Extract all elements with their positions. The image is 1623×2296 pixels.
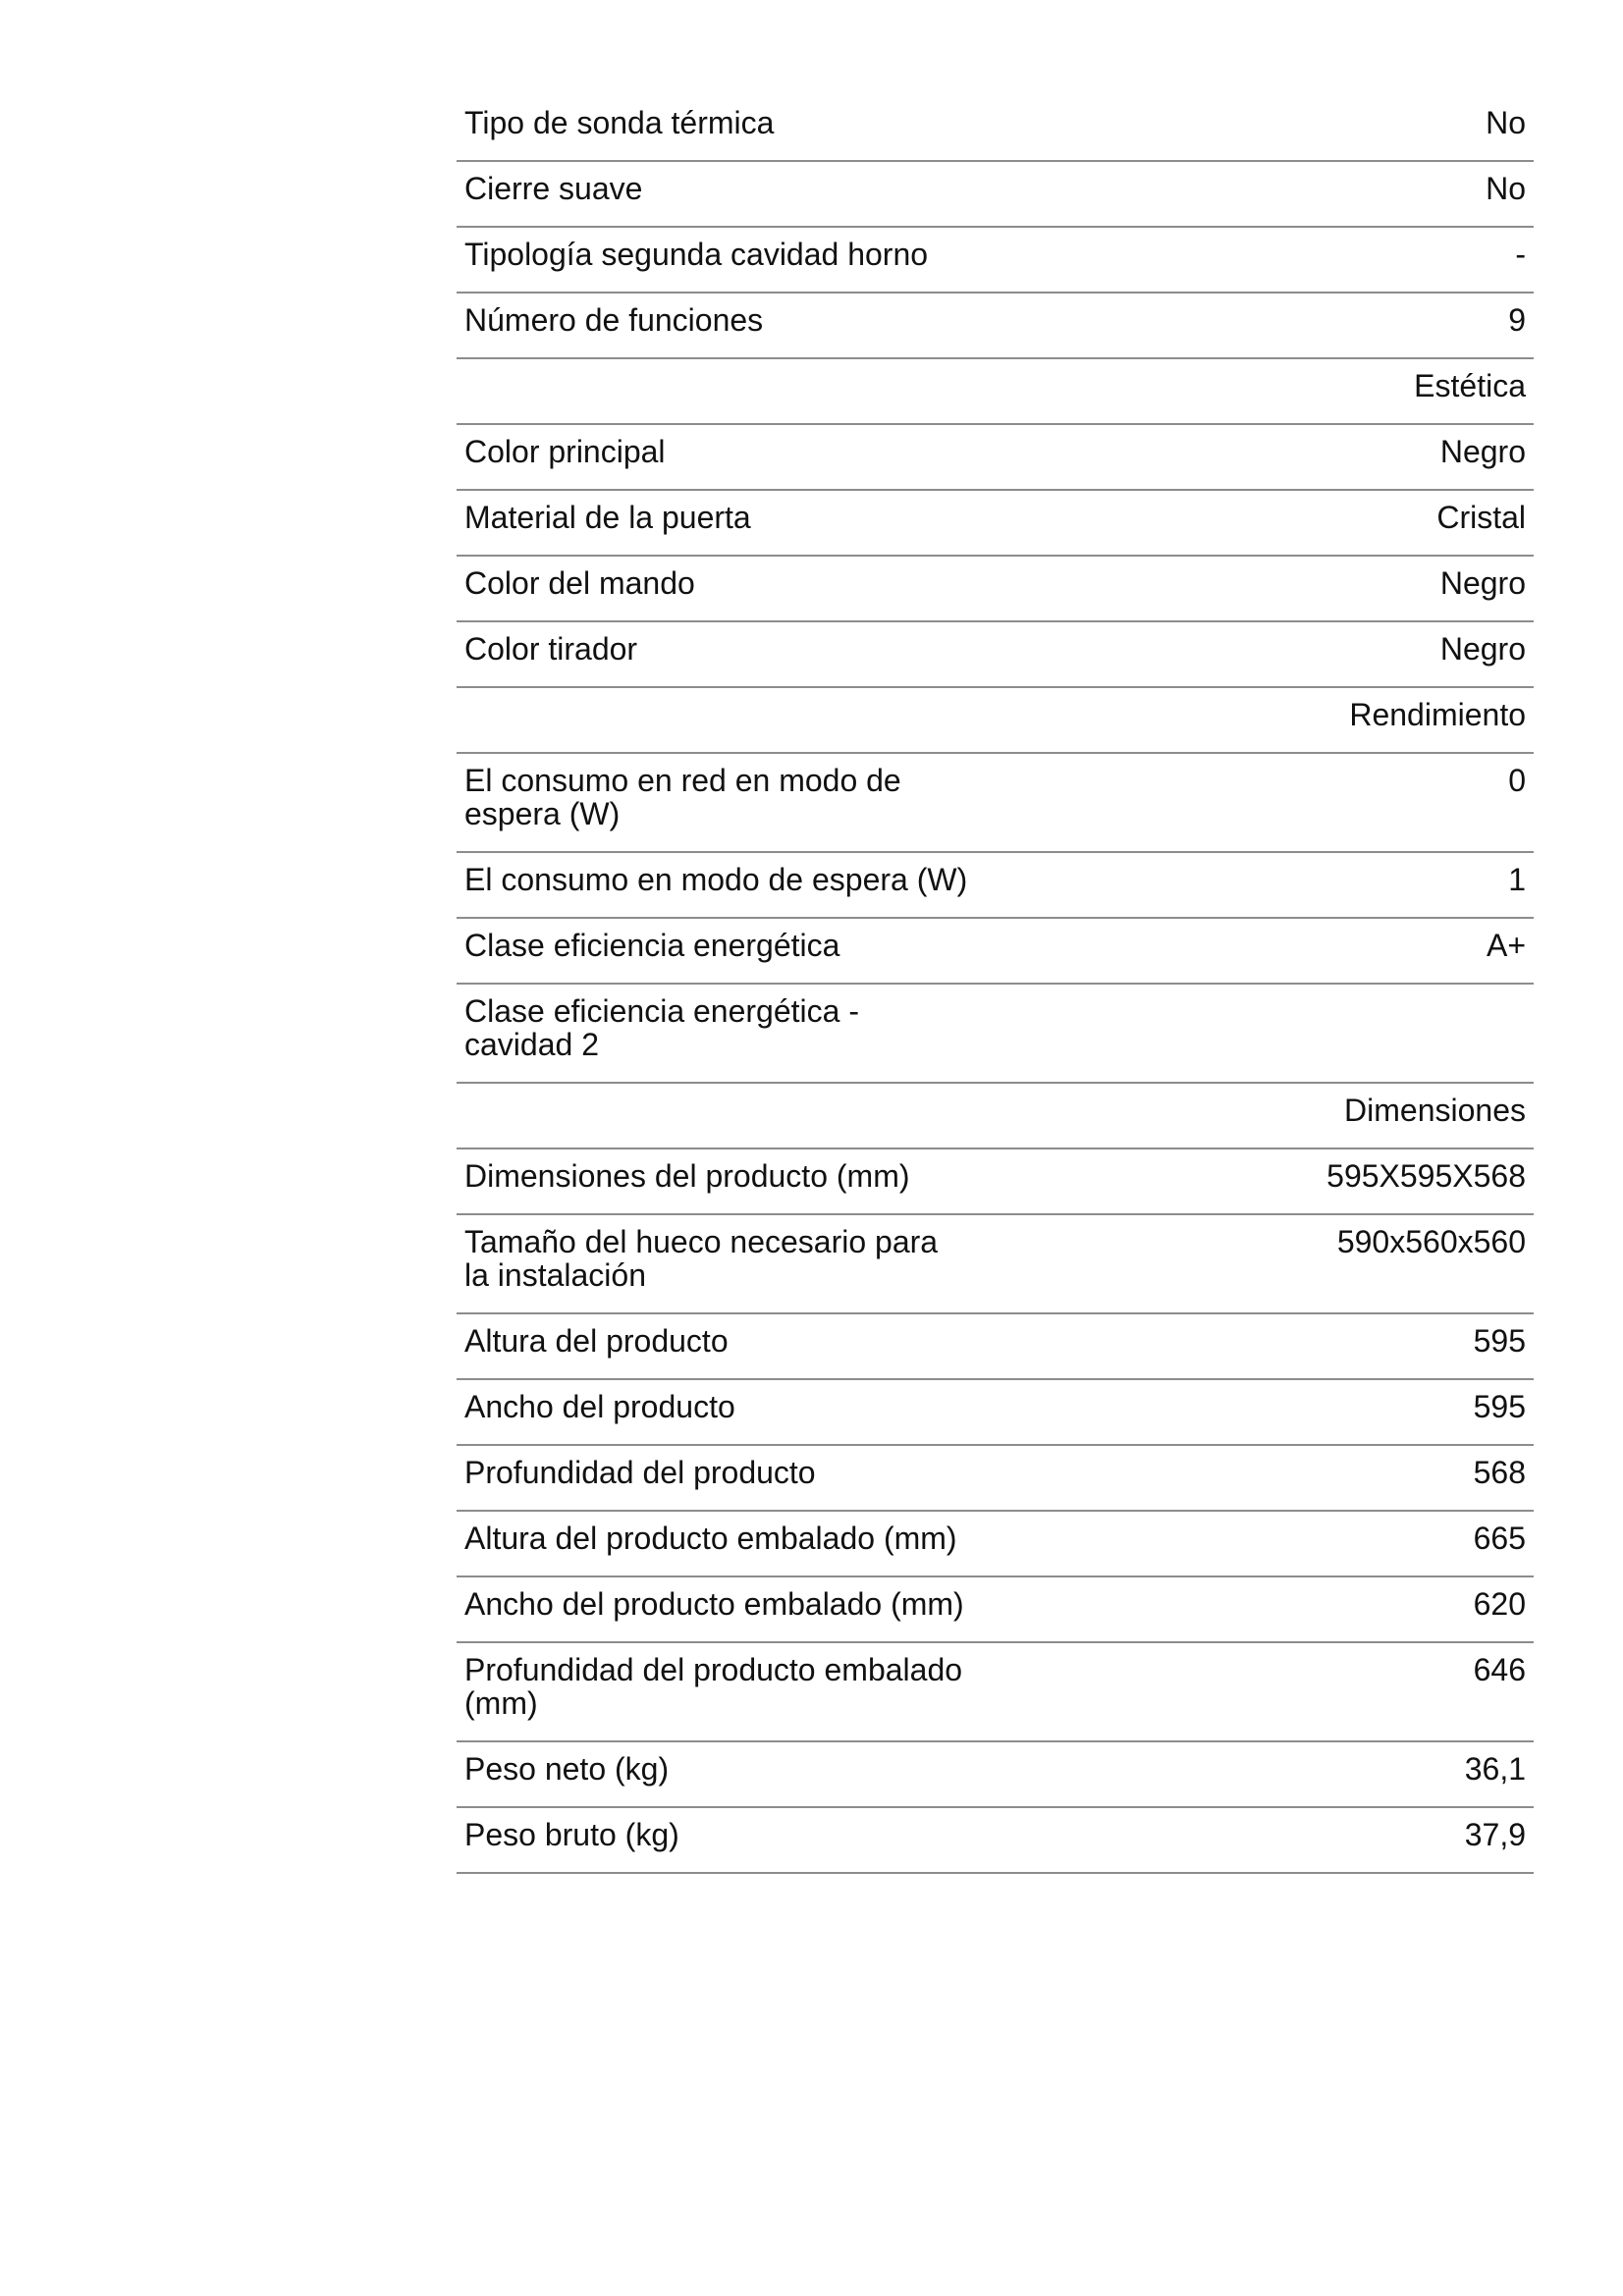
spec-label: Material de la puerta (464, 500, 751, 535)
spec-value: Cristal (1436, 500, 1526, 535)
spec-row-product-dimensions (457, 1149, 1534, 1215)
spec-row-packed-width (457, 1577, 1534, 1643)
spec-value: 1 (1508, 862, 1526, 897)
spec-value: 595X595X568 (1326, 1158, 1526, 1194)
spec-row-energy-class-cavity-2 (457, 985, 1534, 1084)
spec-label: Clase eficiencia energética - cavidad 2 (464, 993, 859, 1062)
section-title: Dimensiones (1344, 1093, 1526, 1128)
spec-value: Negro (1439, 434, 1526, 469)
spec-row-knob-color (457, 557, 1534, 622)
spec-label: Color principal (464, 434, 666, 469)
spec-row-soft-close (457, 162, 1534, 228)
spec-label: Profundidad del producto (464, 1455, 816, 1490)
section-header-dimensions (457, 1084, 1534, 1149)
spec-label: El consumo en red en modo de espera (W) (464, 763, 901, 831)
spec-value: 646 (1473, 1652, 1526, 1687)
spec-label: Dimensiones del producto (mm) (464, 1158, 910, 1194)
spec-row-second-cavity-type (457, 228, 1534, 294)
spec-row-niche-size (457, 1215, 1534, 1314)
spec-label: Altura del producto (464, 1323, 729, 1359)
spec-value: - (1515, 237, 1526, 272)
spec-row-main-color (457, 425, 1534, 491)
spec-value: 0 (1508, 763, 1526, 798)
section-title: Estética (1414, 368, 1526, 403)
spec-value: No (1486, 171, 1526, 206)
spec-value: 36,1 (1464, 1751, 1526, 1787)
spec-label: Color del mando (464, 565, 695, 601)
spec-row-product-width (457, 1380, 1534, 1446)
spec-label: Color tirador (464, 631, 638, 667)
spec-row-networked-standby-power (457, 754, 1534, 853)
spec-label: Ancho del producto (464, 1389, 735, 1424)
spec-value: 568 (1473, 1455, 1526, 1490)
spec-label: Número de funciones (464, 302, 764, 338)
spec-row-thermal-probe (457, 96, 1534, 162)
spec-value: 595 (1473, 1389, 1526, 1424)
spec-value: 9 (1508, 302, 1526, 338)
spec-row-standby-power (457, 853, 1534, 919)
spec-row-gross-weight (457, 1808, 1534, 1874)
spec-value: A+ (1486, 928, 1526, 963)
spec-value: No (1486, 105, 1526, 140)
spec-value: 595 (1473, 1323, 1526, 1359)
spec-value: 37,9 (1464, 1817, 1526, 1852)
spec-value: 620 (1473, 1586, 1526, 1622)
spec-label: Ancho del producto embalado (mm) (464, 1586, 964, 1622)
spec-label: Cierre suave (464, 171, 643, 206)
spec-row-packed-height (457, 1512, 1534, 1577)
spec-value: 590x560x560 (1336, 1224, 1526, 1259)
spec-label: Altura del producto embalado (mm) (464, 1521, 957, 1556)
spec-label: El consumo en modo de espera (W) (464, 862, 968, 897)
section-title: Rendimiento (1349, 697, 1526, 732)
spec-table (457, 96, 1534, 1874)
spec-label: Peso neto (kg) (464, 1751, 670, 1787)
spec-label: Tamaño del hueco necesario para la instalación (464, 1224, 939, 1293)
spec-row-product-depth (457, 1446, 1534, 1512)
spec-row-door-material (457, 491, 1534, 557)
spec-value: 665 (1473, 1521, 1526, 1556)
spec-row-packed-depth (457, 1643, 1534, 1742)
spec-label: Clase eficiencia energética (464, 928, 840, 963)
spec-label: Tipo de sonda térmica (464, 105, 775, 140)
spec-value: Negro (1439, 565, 1526, 601)
spec-label: Tipología segunda cavidad horno (464, 237, 929, 272)
section-header-aesthetics (457, 359, 1534, 425)
spec-row-function-count (457, 294, 1534, 359)
spec-row-energy-class (457, 919, 1534, 985)
spec-value: Negro (1439, 631, 1526, 667)
spec-label: Peso bruto (kg) (464, 1817, 679, 1852)
spec-row-handle-color (457, 622, 1534, 688)
spec-row-net-weight (457, 1742, 1534, 1808)
spec-row-product-height (457, 1314, 1534, 1380)
section-header-performance (457, 688, 1534, 754)
spec-label: Profundidad del producto embalado (mm) (464, 1652, 963, 1721)
